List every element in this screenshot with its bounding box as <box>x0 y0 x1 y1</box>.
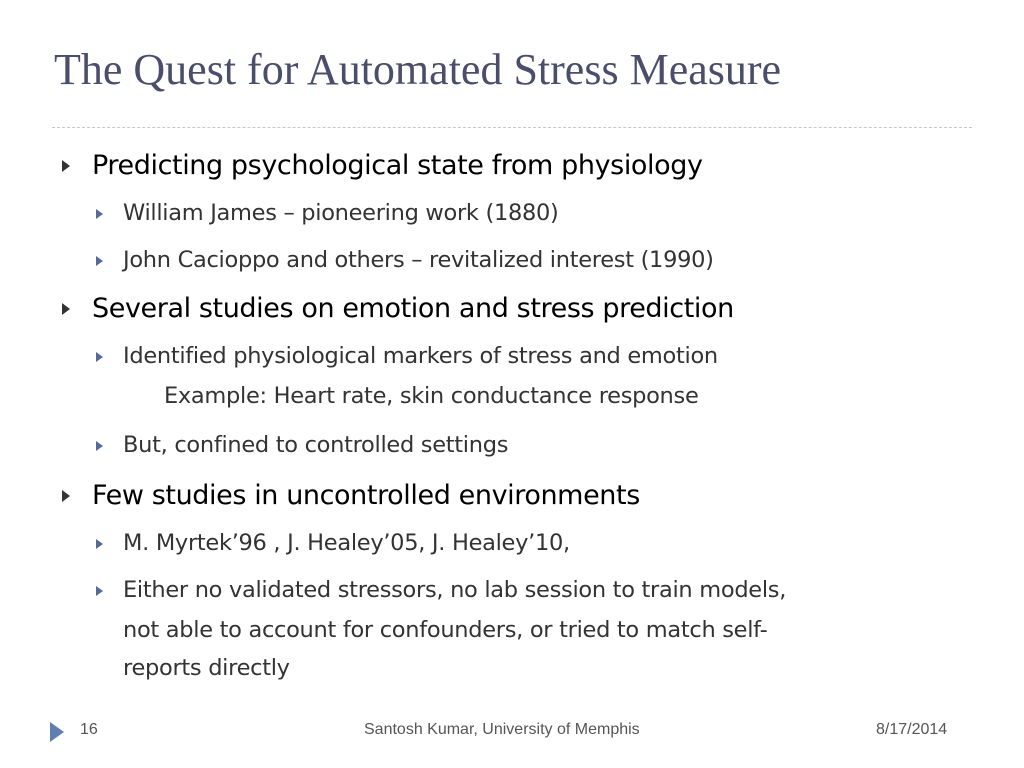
footer-author: Santosh Kumar, University of Memphis <box>364 721 640 738</box>
page-number: 16 <box>80 721 98 738</box>
sub-bullet-arrow-icon <box>96 441 103 451</box>
bullet-1-sub-1: William James – pioneering work (1880) <box>123 200 559 226</box>
bullet-3: Few studies in uncontrolled environments <box>92 480 640 511</box>
bullet-1: Predicting psychological state from physiology <box>92 150 703 181</box>
sub-bullet-arrow-icon <box>96 352 103 362</box>
footer-date: 8/17/2014 <box>876 721 948 738</box>
bullet-3-sub-1: M. Myrtek’96 , J. Healey’05, J. Healey’10, <box>123 530 570 556</box>
sub-bullet-arrow-icon <box>96 586 103 596</box>
bullet-3-sub-2-line-2: not able to account for confounders, or tried to match self- <box>123 617 768 643</box>
sub-bullet-arrow-icon <box>96 209 103 219</box>
bullet-arrow-icon <box>62 303 70 315</box>
bullet-3-sub-2: Either no validated stressors, no lab session to train models, <box>123 577 787 603</box>
bullet-arrow-icon <box>62 490 70 502</box>
bullet-3-sub-2-line-3: reports directly <box>123 655 290 681</box>
bullet-1-sub-2: John Cacioppo and others – revitalized interest (1990) <box>123 247 714 273</box>
bullet-arrow-icon <box>62 160 70 172</box>
sub-bullet-arrow-icon <box>96 256 103 266</box>
footer-arrow-icon <box>50 722 64 742</box>
slide-title: The Quest for Automated Stress Measure <box>54 45 782 94</box>
bullet-2-sub-2: But, confined to controlled settings <box>123 432 509 458</box>
sub-bullet-arrow-icon <box>96 539 103 549</box>
bullet-2: Several studies on emotion and stress prediction <box>92 293 734 324</box>
bullet-2-sub-1: Identified physiological markers of stress and emotion <box>123 343 718 369</box>
title-divider <box>52 127 972 128</box>
bullet-2-sub-1-example: Example: Heart rate, skin conductance response <box>164 383 699 409</box>
